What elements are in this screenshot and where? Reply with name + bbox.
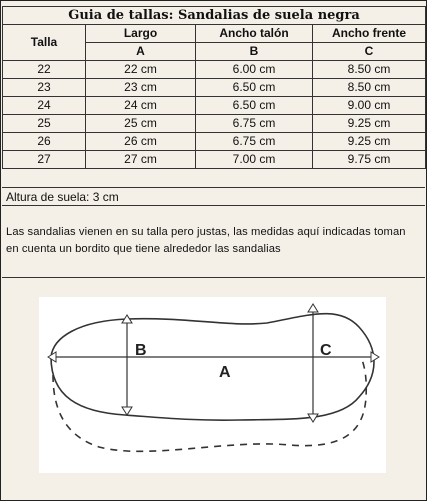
sandal-solid-outline: [51, 314, 374, 421]
table-row: [3, 79, 426, 97]
table-row: [3, 133, 426, 151]
cell-talla: 26: [3, 133, 86, 151]
sole-dashed-outline: [53, 357, 366, 451]
cell-ancho-talon: 7.00 cm: [196, 151, 313, 169]
label-a: A: [219, 364, 231, 381]
header-ancho-frente: Ancho frente: [313, 25, 426, 43]
table-row: [3, 115, 426, 133]
sole-height-note: Altura de suela: 3 cm: [2, 187, 425, 206]
header-talla: Talla: [3, 25, 86, 61]
table-row: [3, 151, 426, 169]
description-text: Las sandalias vienen en su talla pero justas, las medidas aquí indicadas toman en cuenta un bordito que tiene alrededor las sandalias: [2, 206, 425, 278]
cell-talla: 22: [3, 61, 86, 79]
cell-largo: 23 cm: [86, 79, 196, 97]
cell-talla: 27: [3, 151, 86, 169]
header-letter-a: A: [86, 43, 196, 61]
cell-largo: 27 cm: [86, 151, 196, 169]
cell-ancho-frente: 8.50 cm: [313, 61, 426, 79]
label-b: B: [135, 342, 147, 359]
cell-ancho-frente: 9.00 cm: [313, 97, 426, 115]
cell-ancho-talon: 6.50 cm: [196, 79, 313, 97]
header-letter-c: C: [313, 43, 426, 61]
size-table: [2, 6, 426, 169]
cell-largo: 22 cm: [86, 61, 196, 79]
cell-ancho-talon: 6.75 cm: [196, 133, 313, 151]
cell-talla: 25: [3, 115, 86, 133]
label-c: C: [320, 342, 332, 359]
sandal-diagram: [39, 297, 386, 473]
cell-talla: 23: [3, 79, 86, 97]
header-largo: Largo: [86, 25, 196, 43]
cell-ancho-talon: 6.00 cm: [196, 61, 313, 79]
heel-arrow-bottom: [122, 407, 132, 415]
cell-ancho-frente: 8.50 cm: [313, 79, 426, 97]
front-arrow-top: [308, 304, 318, 312]
cell-ancho-frente: 9.25 cm: [313, 115, 426, 133]
table-row: [3, 61, 426, 79]
table-title: Guia de tallas: Sandalias de suela negra: [3, 7, 426, 25]
cell-largo: 24 cm: [86, 97, 196, 115]
cell-ancho-frente: 9.75 cm: [313, 151, 426, 169]
cell-ancho-talon: 6.50 cm: [196, 97, 313, 115]
header-ancho-talon: Ancho talón: [196, 25, 313, 43]
cell-ancho-frente: 9.25 cm: [313, 133, 426, 151]
diagram-area: [2, 278, 425, 501]
cell-largo: 25 cm: [86, 115, 196, 133]
header-letter-b: B: [196, 43, 313, 61]
sandal-outline-svg: [39, 297, 386, 473]
cell-largo: 26 cm: [86, 133, 196, 151]
table-row: [3, 97, 426, 115]
length-arrow-right: [371, 352, 379, 362]
cell-ancho-talon: 6.75 cm: [196, 115, 313, 133]
cell-talla: 24: [3, 97, 86, 115]
